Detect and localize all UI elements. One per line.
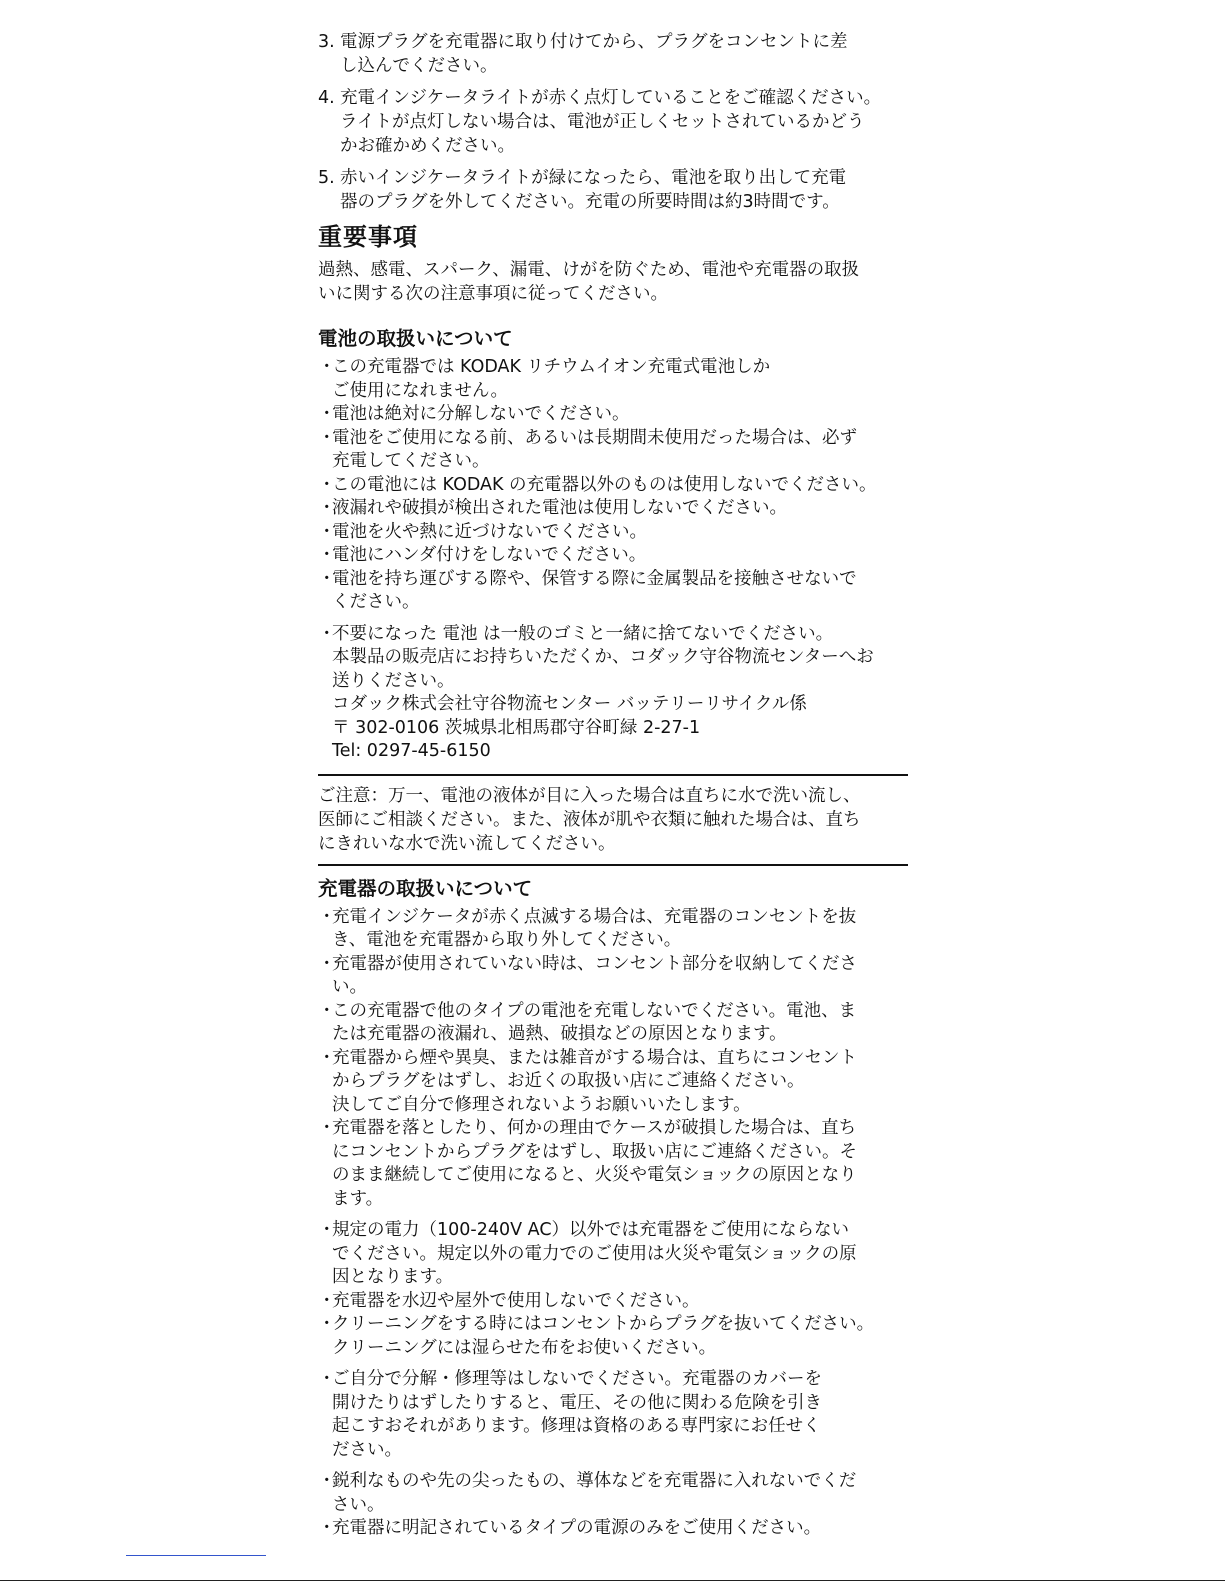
- list-item: [318, 1470, 908, 1517]
- list-item-line: ます。: [332, 1188, 384, 1209]
- step-number: 4.: [318, 88, 335, 108]
- list-item-line: クリーニングには湿らせた布をお使いください。: [332, 1337, 717, 1358]
- bullet-mark: ・: [318, 498, 336, 518]
- bullet-mark: ・: [318, 1220, 336, 1240]
- charger-list: [318, 906, 908, 1541]
- important-intro: [318, 258, 908, 306]
- battery-section-title: 電池の取扱いについて: [318, 327, 513, 350]
- bullet-mark: ・: [318, 1314, 336, 1334]
- footer-link-rule: [126, 1555, 266, 1556]
- list-item-line: 電池にハンダ付けをしないでください。: [332, 545, 647, 565]
- list-item-line: さい。: [332, 1494, 385, 1515]
- list-item-line: ご自分で分解・修理等はしないでください。充電器のカバーを: [332, 1369, 822, 1389]
- bullet-mark: ・: [318, 623, 336, 644]
- list-item-line: この電池には KODAK の充電器以外のものは使用しないでください。: [332, 474, 877, 495]
- list-item: [318, 403, 908, 427]
- bullet-mark: ・: [318, 1290, 336, 1311]
- list-item-line: き、電池を充電器から取り外してください。: [332, 930, 682, 950]
- list-item-line: コダック株式会社守谷物流センター バッテリーリサイクル係: [332, 694, 807, 714]
- list-item: [318, 1219, 908, 1290]
- list-item-line: 充電器が使用されていない時は、コンセント部分を収納してくださ: [332, 953, 857, 974]
- battery-list: [318, 356, 908, 764]
- bullet-mark: ・: [318, 1118, 336, 1138]
- list-item-line: 電池を持ち運びする際や、保管する際に金属製品を接触させないで: [332, 568, 857, 589]
- list-item-line: 規定の電力（100-240V AC）以外では充電器をご使用にならない: [332, 1220, 850, 1240]
- list-item-line: でください。規定以外の電力でのご使用は火災や電気ショックの原: [332, 1243, 857, 1264]
- list-item-line: クリーニングをする時にはコンセントからプラグを抜いてください。: [332, 1314, 875, 1334]
- list-item: [318, 1368, 908, 1462]
- list-item: [318, 427, 908, 474]
- bullet-mark: ・: [318, 521, 336, 542]
- list-item-line: 開けたりはずしたりすると、電圧、その他に関わる危険を引き: [332, 1392, 822, 1413]
- list-item-line: たは充電器の液漏れ、過熱、破損などの原因となります。: [332, 1024, 787, 1044]
- manual-page: [318, 30, 908, 1541]
- charging-steps: [318, 30, 908, 214]
- caution-line: 医師にご相談ください。また、液体が肌や衣類に触れた場合は、直ち: [318, 809, 861, 830]
- bullet-mark: ・: [318, 1047, 336, 1068]
- list-item-line: 電池をご使用になる前、あるいは長期間未使用だった場合は、必ず: [332, 427, 857, 448]
- list-item: [318, 623, 908, 764]
- bullet-mark: ・: [318, 404, 336, 424]
- list-item: [318, 1313, 908, 1360]
- list-item-line: 電池は絶対に分解しないでください。: [332, 404, 630, 424]
- list-item-line: 液漏れや破損が検出された電池は使用しないでください。: [332, 498, 787, 518]
- bullet-mark: ・: [318, 1471, 336, 1491]
- list-item: [318, 1000, 908, 1047]
- list-item-line: Tel: 0297-45-6150: [332, 741, 491, 761]
- bullet-mark: ・: [318, 1369, 336, 1389]
- intro-line: いに関する次の注意事項に従ってください。: [318, 284, 668, 304]
- step-line: 器のプラグを外してください。充電の所要時間は約3時間です。: [340, 192, 840, 212]
- list-item: [318, 953, 908, 1000]
- list-item: [318, 1047, 908, 1118]
- step-3: [318, 30, 908, 78]
- list-item-line: 不要になった 電池 は一般のゴミと一緒に捨てないでください。: [332, 623, 834, 644]
- list-item-line: 〒 302-0106 茨城県北相馬郡守谷町緑 2-27-1: [332, 717, 701, 738]
- step-number: 3.: [318, 32, 335, 52]
- caution-line: にきれいな水で洗い流してください。: [318, 833, 616, 854]
- bullet-mark: ・: [318, 1000, 336, 1021]
- bullet-mark: ・: [318, 427, 336, 448]
- list-item-line: 本製品の販売店にお持ちいただくか、コダック守谷物流センターへお: [332, 647, 874, 667]
- list-item-line: にコンセントからプラグをはずし、取扱い店にご連絡ください。そ: [332, 1141, 857, 1162]
- bullet-mark: ・: [318, 545, 336, 565]
- list-item-line: この充電器で他のタイプの電池を充電しないでください。電池、ま: [332, 1000, 857, 1021]
- list-item-line: 起こすおそれがあります。修理は資格のある専門家にお任せく: [332, 1416, 821, 1436]
- list-item: [318, 474, 908, 498]
- bullet-mark: ・: [318, 357, 336, 377]
- list-item: [318, 1517, 908, 1541]
- list-item-line: ご使用になれません。: [332, 380, 509, 401]
- list-item-line: 充電器を落としたり、何かの理由でケースが破損した場合は、直ち: [332, 1118, 857, 1138]
- bullet-mark: ・: [318, 953, 336, 974]
- step-number: 5.: [318, 168, 335, 188]
- list-item: [318, 497, 908, 521]
- list-item-line: ださい。: [332, 1439, 402, 1460]
- list-item: [318, 1117, 908, 1211]
- list-item-line: のまま継続してご使用になると、火災や電気ショックの原因となり: [332, 1165, 857, 1185]
- list-item-line: からプラグをはずし、お近くの取扱い店にご連絡ください。: [332, 1071, 805, 1091]
- intro-line: 過熱、感電、スパーク、漏電、けがを防ぐため、電池や充電器の取扱: [318, 260, 860, 280]
- list-item-line: 充電器に明記されているタイプの電源のみをご使用ください。: [332, 1518, 822, 1538]
- step-line: 充電インジケータライトが赤く点灯していることをご確認ください。: [340, 88, 882, 108]
- list-item-line: 充電インジケータが赤く点滅する場合は、充電器のコンセントを抜: [332, 906, 857, 927]
- charger-section-title: 充電器の取扱いについて: [318, 876, 533, 900]
- list-item-line: 因となります。: [332, 1267, 454, 1287]
- list-item-line: 送りください。: [332, 670, 455, 691]
- caution-line: ご注意：万一、電池の液体が目に入った場合は直ちに水で洗い流し、: [318, 785, 861, 806]
- list-item: [318, 356, 908, 403]
- list-item-line: 充電器を水辺や屋外で使用しないでください。: [332, 1290, 700, 1311]
- list-item: [318, 1290, 908, 1314]
- step-4: [318, 86, 908, 158]
- list-item: [318, 568, 908, 615]
- step-line: し込んでください。: [340, 56, 498, 76]
- important-title: 重要事項: [318, 223, 418, 251]
- list-item-line: 決してご自分で修理されないようお願いいたします。: [332, 1094, 751, 1115]
- bullet-mark: ・: [318, 568, 336, 589]
- step-line: ライトが点灯しない場合は、電池が正しくセットされているかどう: [340, 112, 865, 132]
- list-item-line: い。: [332, 977, 367, 997]
- list-item-line: ください。: [332, 592, 420, 612]
- step-line: 赤いインジケータライトが緑になったら、電池を取り出して充電: [340, 168, 847, 188]
- list-item-line: この充電器では KODAK リチウムイオン充電式電池しか: [332, 357, 771, 377]
- bullet-mark: ・: [318, 906, 336, 927]
- list-item-line: 電池を火や熱に近づけないでください。: [332, 521, 647, 542]
- list-item: [318, 544, 908, 568]
- step-5: [318, 166, 908, 214]
- list-item-line: 鋭利なものや先の尖ったもの、導体などを充電器に入れないでくだ: [332, 1471, 857, 1491]
- list-item: [318, 521, 908, 545]
- step-line: 電源プラグを充電器に取り付けてから、プラグをコンセントに差: [340, 32, 848, 52]
- list-item-line: 充電してください。: [332, 451, 490, 471]
- list-item-line: 充電器から煙や異臭、または雑音がする場合は、直ちにコンセント: [332, 1047, 857, 1068]
- bullet-mark: ・: [318, 1518, 336, 1538]
- step-line: かお確かめください。: [340, 136, 515, 156]
- page-bottom-rule: [0, 1580, 1225, 1581]
- list-item: [318, 906, 908, 953]
- bullet-mark: ・: [318, 474, 336, 495]
- caution-box: [318, 774, 908, 866]
